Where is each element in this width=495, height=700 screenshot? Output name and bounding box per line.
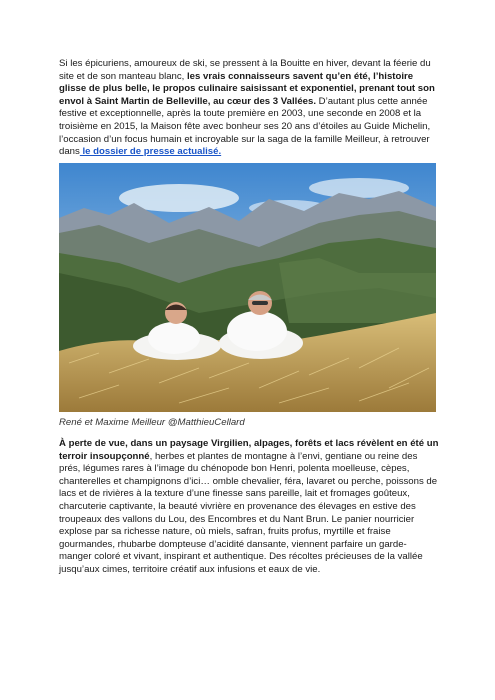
body-paragraph: [59, 438, 439, 577]
body-bold-1: À perte de vue, dans un paysage Virgilien, alpages, forêts et lacs révèlent en été un terroir insoupçonné: [59, 438, 439, 462]
mountain-photo: [59, 163, 436, 412]
press-kit-link[interactable]: le dossier de presse actualisé.: [79, 146, 222, 158]
intro-text-2: D’autant plus cette année festive et exceptionnelle, après la toute première en 2003, une seconde en 2008 et la troisième en 2015, la Maison fête avec bonheur ses 20 ans d’étoiles au Guide Michelin, l’occasion d’un focus humain et incroyable sur la saga de la famille Meilleur, à retrouver dans: [59, 95, 431, 158]
intro-paragraph: [59, 58, 439, 159]
intro-section: [59, 58, 439, 159]
intro-text-1: Si les épicuriens, amoureux de ski, se pressent à la Bouitte en hiver, devant la féerie du site et de son manteau blanc,: [59, 58, 431, 82]
body-section: [59, 438, 439, 577]
photo-caption: René et Maxime Meilleur @MatthieuCellard: [59, 417, 245, 428]
body-text-1: , herbes et plantes de montagne à l’envi, gentiane ou reine des prés, légumes rares à l’image du chénopode bon Henri, polenta moelleuse, cèpes, chanterelles et champignons d’ici… omble chevalier, féra, lavaret ou perche, poissons de lacs et de rivières à la texture d’une finesse sans pareille, lait et fromages goûteux, charcuterie captivante, la beauté vivrière en provenance des élevages en estive des troupeaux des vallons du Lou, des Encombres et du Nant Brun. Le panier nourricier explose par sa richesse nature, où miels, safran, fruits profus, myrtille et fraise gourmandes, rhubarbe dompteuse d’acidité dansante, viennent parfaire un garde-manger coloré et vivant, inspirant et authentique. Des récoltes précieuses de la vallée jusqu’aux cimes, territoire créatif aux infusions et eaux de vie.: [59, 450, 438, 575]
intro-bold-1: les vrais connaisseurs savent qu’en été, l’histoire glisse de plus belle, le propos culinaire saisissant et exponentiel, prenant tout son envol à Saint Martin de Belleville, au cœur des 3 Vallées.: [59, 70, 435, 107]
